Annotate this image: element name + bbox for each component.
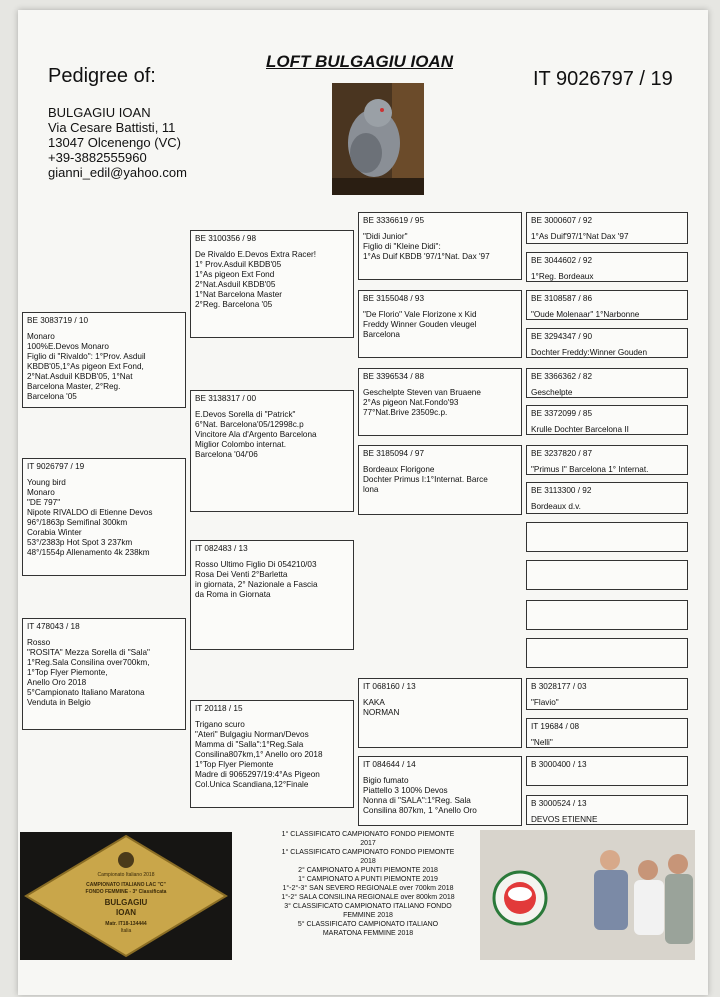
pedigree-line: Geschelpte [531, 388, 573, 397]
pedigree-line: Rosa Dei Venti 2°Barletta [195, 570, 288, 579]
award-line: FEMMINE 2018 [343, 912, 393, 919]
pedigree-line: Geschelpte Steven van Bruaene [363, 388, 481, 397]
owner-street: Via Cesare Battisti, 11 [48, 120, 176, 135]
pedigree-line: 1°As Duif'97/1°Nat Dax '97 [531, 232, 629, 241]
owner-block [48, 105, 187, 180]
pedigree-line: "Flavio" [531, 698, 559, 707]
pedigree-line: NORMAN [363, 708, 400, 717]
pedigree-line: KAKA [363, 698, 385, 707]
pedigree-line: Freddy Winner Gouden vleugel [363, 320, 477, 329]
pedigree-box-g16 [526, 795, 688, 825]
pedigree-line: Rosso [27, 638, 51, 647]
pedigree-line: 2°Reg. Barcelona '05 [195, 300, 273, 309]
pedigree-box-g12 [526, 638, 688, 668]
badge-name1: BULGAGIU [104, 898, 148, 907]
pedigree-label: Pedigree of: [48, 65, 156, 87]
pedigree-line: 1°As pigeon Ext Fond [195, 270, 275, 279]
award-line: 1°-2° SALA CONSILINA REGIONALE over 800km 2018 [281, 894, 455, 901]
awards-list [243, 830, 493, 938]
pedigree-line: "Oude Molenaar" 1°Narbonne [531, 310, 640, 319]
pedigree-line: 2°Nat.Asduil KBDB'05, 1°Nat [27, 372, 133, 381]
pedigree-line: 1°Reg.Sala Consilina over700km, [27, 658, 150, 667]
award-line: 2° CAMPIONATO A PUNTI PIEMONTE 2018 [298, 867, 438, 874]
owner-name: BULGAGIU IOAN [48, 105, 151, 120]
pedigree-box-ds [190, 540, 354, 650]
pedigree-box-subject [22, 458, 186, 576]
pedigree-line: lona [363, 485, 379, 494]
pedigree-line: E.Devos Sorella di "Patrick" [195, 410, 296, 419]
pedigree-line: 53°/2383p Hot Spot 3 237km [27, 538, 133, 547]
ring-number: BE 3237820 / 87 [531, 449, 593, 458]
pedigree-line: Bordeaux d.v. [531, 502, 581, 511]
pedigree-line: 77°Nat.Brive 23509c.p. [363, 408, 448, 417]
pedigree-line: DEVOS ETIENNE [531, 815, 598, 824]
owner-email: gianni_edil@yahoo.com [48, 165, 187, 180]
pedigree-box-sire [22, 312, 186, 408]
pedigree-line: Krulle Dochter Barcelona II [531, 425, 629, 434]
ring-number: BE 3366362 / 82 [531, 372, 593, 381]
pedigree-line: Barcelona [363, 330, 400, 339]
ring-number: IT 084644 / 14 [363, 760, 416, 769]
subject-ring-number: IT 9026797 / 19 [533, 68, 673, 90]
ring-number: BE 3108587 / 86 [531, 294, 593, 303]
award-line: 3° CLASSIFICATO CAMPIONATO ITALIANO FONDO [284, 903, 452, 910]
pedigree-box-sds [358, 368, 522, 436]
badge-line2: FONDO FEMMINE - 3° Classificata [85, 889, 167, 895]
ring-number: B 3000524 / 13 [531, 799, 587, 808]
pedigree-line: "ROSITA" Mezza Sorella di "Sala" [27, 648, 150, 657]
pedigree-line: Barcelona Master, 2°Reg. [27, 382, 121, 391]
ring-number: B 3028177 / 03 [531, 682, 587, 691]
pedigree-box-g10 [526, 560, 688, 590]
pedigree-line: Anello Oro 2018 [27, 678, 87, 687]
ring-number: BE 3000607 / 92 [531, 216, 593, 225]
ring-number: IT 082483 / 13 [195, 544, 248, 553]
pedigree-line: Mamma di "Salla":1°Reg.Sala [195, 740, 304, 749]
pedigree-box-ssd [358, 290, 522, 358]
pedigree-line: Piattello 3 100% Devos [363, 786, 448, 795]
pedigree-line: Venduta in Belgio [27, 698, 91, 707]
ring-number: BE 3372099 / 85 [531, 409, 593, 418]
pedigree-line: Bordeaux Florigone [363, 465, 435, 474]
bottom-section [18, 830, 698, 960]
owner-phone: +39-3882555960 [48, 150, 147, 165]
pedigree-line: Figlio di "Kleine Didi": [363, 242, 441, 251]
pedigree-line: 1°Reg. Bordeaux [531, 272, 594, 281]
ring-number: BE 3138317 / 00 [195, 394, 257, 403]
pedigree-line: 1° Prov.Asduil KBDB'05 [195, 260, 282, 269]
pedigree-line: 1°Top Flyer Piemonte [195, 760, 274, 769]
pedigree-box-g4 [526, 328, 688, 358]
award-line: 1° CLASSIFICATO CAMPIONATO FONDO PIEMONTE [281, 849, 455, 856]
ring-number: BE 3336619 / 95 [363, 216, 425, 225]
pedigree-line: 1°Top Flyer Piemonte, [27, 668, 108, 677]
pedigree-line: Barcelona '05 [27, 392, 77, 401]
pedigree-box-sd [190, 390, 354, 512]
pedigree-line: Miglior Colombo internat. [195, 440, 287, 449]
award-line: 2017 [360, 840, 376, 847]
award-line: 5° CLASSIFICATO CAMPIONATO ITALIANO [297, 921, 439, 928]
pedigree-line: 96°/1863p Semifinal 300km [27, 518, 128, 527]
pedigree-box-g9 [526, 522, 688, 552]
pedigree-line: "DE 797" [27, 498, 61, 507]
pedigree-line: 100%E.Devos Monaro [27, 342, 109, 351]
pedigree-line: 1°Nat Barcelona Master [195, 290, 283, 299]
award-line: MARATONA FEMMINE 2018 [322, 930, 414, 937]
owner-city: 13047 Olcenengo (VC) [48, 135, 181, 150]
badge-line1: CAMPIONATO ITALIANO LAC "C" [86, 882, 166, 888]
pedigree-line: 5°Campionato Italiano Maratona [27, 688, 145, 697]
pedigree-box-dd [190, 700, 354, 808]
pedigree-line: 2°As pigeon Nat.Fondo'93 [363, 398, 459, 407]
pigeon-photo [332, 83, 424, 195]
ring-number: BE 3294347 / 90 [531, 332, 593, 341]
award-line: 1° CAMPIONATO A PUNTI PIEMONTE 2019 [298, 876, 438, 883]
pedigree-line: "De Florio" Vale Florizone x Kid [363, 310, 477, 319]
pedigree-line: Figlio di "Rivaldo": 1°Prov. Asduil [27, 352, 146, 361]
badge-top: Campionato Italiano 2018 [97, 872, 155, 878]
championship-badge [20, 832, 232, 960]
pedigree-line: Nonna di "SALA":1°Reg. Sala [363, 796, 471, 805]
ring-number: IT 478043 / 18 [27, 622, 80, 631]
pedigree-line: Consilina 807km, 1 °Anello Oro [363, 806, 477, 815]
pedigree-box-g3 [526, 290, 688, 320]
ring-number: IT 068160 / 13 [363, 682, 416, 691]
pedigree-line: Nipote RIVALDO di Etienne Devos [27, 508, 153, 517]
pedigree-box-g1 [526, 212, 688, 244]
pedigree-box-sdd [358, 445, 522, 515]
pedigree-box-dam [22, 618, 186, 730]
pedigree-box-g7 [526, 445, 688, 475]
family-photo [480, 830, 695, 960]
pedigree-box-g5 [526, 368, 688, 398]
pedigree-line: Rosso Ultimo Figlio Di 054210/03 [195, 560, 317, 569]
ring-number: BE 3044602 / 92 [531, 256, 593, 265]
pedigree-box-g8 [526, 482, 688, 514]
pedigree-box-g13 [526, 678, 688, 710]
ring-number: BE 3155048 / 93 [363, 294, 425, 303]
pedigree-line: Col.Unica Scandiana,12°Finale [195, 780, 309, 789]
award-line: 2018 [360, 858, 376, 865]
pedigree-line: "Primus I" Barcelona 1° Internat. [531, 465, 649, 474]
pedigree-box-sss [358, 212, 522, 280]
ring-number: B 3000400 / 13 [531, 760, 587, 769]
pedigree-line: Bigio fumato [363, 776, 409, 785]
pedigree-line: Vincitore Ala d'Argento Barcelona [195, 430, 317, 439]
pedigree-box-dds [358, 678, 522, 748]
ring-number: BE 3083719 / 10 [27, 316, 89, 325]
pedigree-line: da Roma in Giornata [195, 590, 271, 599]
pedigree-box-ddd [358, 756, 522, 826]
pedigree-line: Monaro [27, 488, 55, 497]
pedigree-line: KBDB'05,1°As pigeon Ext Fond, [27, 362, 144, 371]
pedigree-line: Young bird [27, 478, 66, 487]
pedigree-line: Dochter Primus I:1°Internat. Barce [363, 475, 488, 484]
award-line: 1° CLASSIFICATO CAMPIONATO FONDO PIEMONTE [281, 831, 455, 838]
loft-title: LOFT BULGAGIU IOAN [266, 52, 453, 71]
ring-number: BE 3185094 / 97 [363, 449, 425, 458]
ring-number: IT 20118 / 15 [195, 704, 243, 713]
pedigree-line: 2°Nat.Asduil KBDB'05 [195, 280, 276, 289]
pedigree-box-g2 [526, 252, 688, 282]
ring-number: BE 3113300 / 92 [531, 486, 592, 495]
pedigree-line: 6°Nat. Barcelona'05/12998c.p [195, 420, 304, 429]
ring-number: IT 9026797 / 19 [27, 462, 85, 471]
pedigree-line: "Ateri" Bulgagiu Norman/Devos [195, 730, 309, 739]
pedigree-line: 48°/1554p Allenamento 4k 238km [27, 548, 150, 557]
badge-country: Italia [120, 928, 132, 934]
badge-ring: Matr. IT18-134444 [105, 921, 147, 927]
pedigree-box-ss [190, 230, 354, 338]
ring-number: IT 19684 / 08 [531, 722, 580, 731]
pedigree-line: Monaro [27, 332, 55, 341]
pedigree-line: Madre di 9065297/19:4°As Pigeon [195, 770, 320, 779]
pedigree-box-g15 [526, 756, 688, 786]
badge-name2: IOAN [116, 908, 136, 917]
pedigree-line: Dochter Freddy:Winner Gouden [531, 348, 648, 357]
pedigree-line: Corabia Winter [27, 528, 82, 537]
award-line: 1°-2°-3° SAN SEVERO REGIONALE over 700km 2018 [282, 885, 454, 892]
pedigree-box-g14 [526, 718, 688, 748]
pedigree-line: 1°As Duif KBDB '97/1°Nat. Dax '97 [363, 252, 490, 261]
pedigree-line: "Nelli" [531, 738, 553, 747]
pedigree-line: Consilina807km,1° Anello oro 2018 [195, 750, 323, 759]
pedigree-line: Barcelona '04/'06 [195, 450, 258, 459]
pedigree-box-g6 [526, 405, 688, 435]
ring-number: BE 3396534 / 88 [363, 372, 425, 381]
ring-number: BE 3100356 / 98 [195, 234, 257, 243]
pedigree-line: De Rivaldo E.Devos Extra Racer! [195, 250, 317, 259]
pedigree-line: "Didi Junior" [363, 232, 408, 241]
pedigree-line: in giornata, 2° Nazionale a Fascia [195, 580, 318, 589]
pedigree-line: Trigano scuro [195, 720, 245, 729]
pedigree-box-g11 [526, 600, 688, 630]
